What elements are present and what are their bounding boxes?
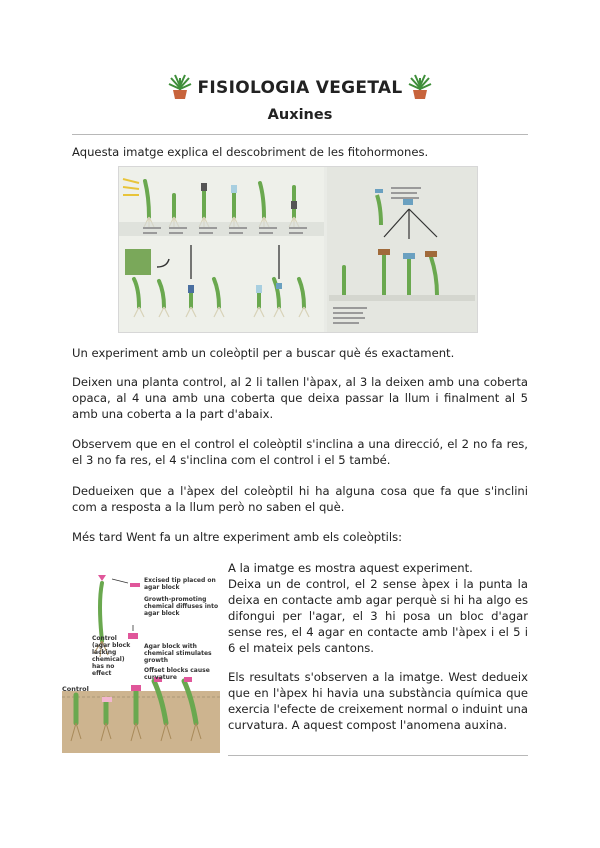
phototropism-figure [118,166,478,333]
side-paragraph-3: Els resultats s'observen a la imatge. West dedueix que en l'àpex hi havia una substància química que exercia l'efecte de creixement normal o induint una curvatura. A aquest compost l'anomena auxina. [228,670,528,732]
potted-plant-icon-right [406,72,434,100]
intro-paragraph: Aquesta imatge explica el descobriment de les fitohormones. [72,145,429,159]
label-offset-blocks: Offset blocks cause curvature [144,667,210,681]
side-paragraph-1: A la imatge es mostra aquest experiment. [228,561,473,575]
label-agar-block: Agar block with chemical stimulates growth [144,643,212,664]
footer-divider [228,755,528,756]
paragraph-5: Més tard Went fa un altre experiment amb els coleòptils: [72,530,403,544]
paragraph-2: Deixen una planta control, al 2 li tallen l'àpax, al 3 la deixen amb una coberta opaca, al 4 una amb una coberta que deixa passar la llum i finalment al 5 amb una coberta a la part d'abaix. [72,375,528,421]
header-divider [72,134,528,135]
label-control-row: Control [62,685,89,693]
side-paragraph-2: Deixa un de control, el 2 sense àpex i la punta la deixa en contacte amb agar perquè si hi ha algo es difongui per l'agar, el 3 hi posa un bloc d'agar sense res, el 4 agar en contacte amb l'àpex i el 5 i 6 el mateix pels cantons. [228,577,528,655]
paragraph-4: Dedueixen que a l'àpex del coleòptil hi ha alguna cosa que fa que s'inclini com a resposta a la llum però no saben el què. [72,484,528,514]
went-experiment-figure [62,573,220,753]
label-growth-promoting: Growth-promoting chemical diffuses into agar block [144,596,219,617]
paragraph-3: Observem que en el control el coleòptil s'inclina a una direcció, el 2 no fa res, el 3 no fa res, el 4 s'inclina com el control i el 5 també. [72,437,528,467]
page-title: FISIOLOGIA VEGETAL [197,78,403,98]
paragraph-1: Un experiment amb un coleòptil per a buscar què és exactament. [72,346,455,360]
label-control-agar: Control (agar block lacking chemical) has no effect [92,635,131,677]
label-excised-tip: Excised tip placed on agar block [144,577,216,591]
page-subtitle: Auxines [267,107,333,123]
